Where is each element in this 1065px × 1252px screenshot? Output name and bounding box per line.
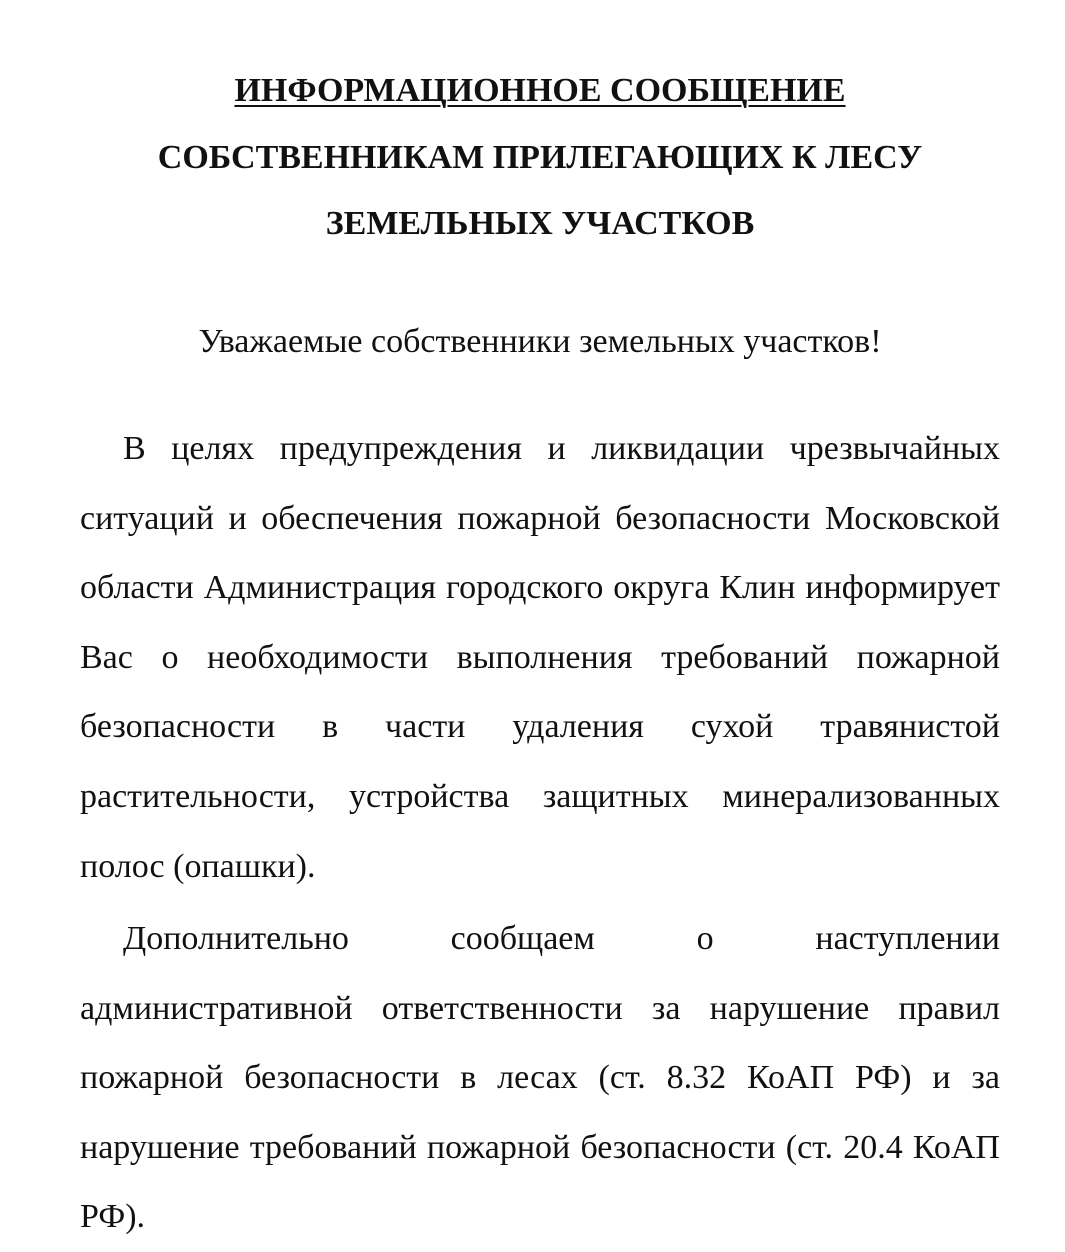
paragraph-requirements: В целях предупреждения и ликвидации чрезвычайных ситуаций и обеспечения пожарной безопасности Московской области Администрация городского округа Клин информирует Вас о необходимости выполнения требований пожарной безопасности в части удаления сухой травянистой растительности, устройства защитных минерализованных полос (опашки). xyxy=(80,430,1000,885)
paragraph-liability: Дополнительно сообщаем о наступлении административной ответственности за нарушение правил пожарной безопасности в лесах (ст. 8.32 КоАП РФ) и за нарушение требований пожарной безопасности (ст. 20.4 КоАП РФ). xyxy=(80,920,1000,1236)
title-line-3: ЗЕМЕЛЬНЫХ УЧАСТКОВ xyxy=(325,205,755,242)
title-line-1: ИНФОРМАЦИОННОЕ СООБЩЕНИЕ xyxy=(234,72,846,109)
title-line-2: СОБСТВЕННИКАМ ПРИЛЕГАЮЩИХ К ЛЕСУ xyxy=(157,139,923,176)
greeting: Уважаемые собственники земельных участков! xyxy=(198,323,882,360)
